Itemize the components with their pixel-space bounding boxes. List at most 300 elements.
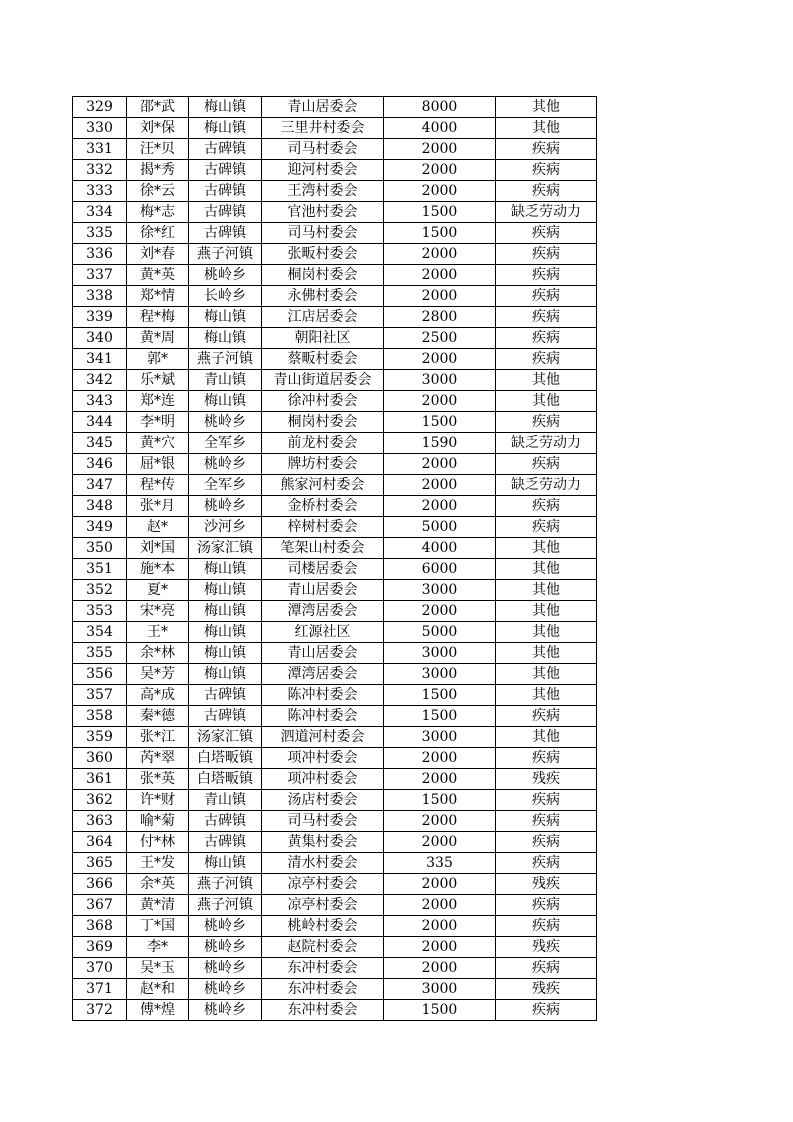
- table-row: [73, 118, 597, 139]
- record-number-cell: 343: [73, 391, 127, 412]
- record-number-cell: 361: [73, 769, 127, 790]
- table-row: [73, 1000, 597, 1021]
- reason-cell: 疾病: [496, 958, 597, 979]
- village-committee-cell: 桃岭村委会: [262, 916, 384, 937]
- table-row: [73, 265, 597, 286]
- amount-cell: 2000: [384, 811, 496, 832]
- reason-cell: 疾病: [496, 496, 597, 517]
- record-number-cell: 342: [73, 370, 127, 391]
- township-cell: 全军乡: [189, 475, 262, 496]
- village-committee-cell: 黄集村委会: [262, 832, 384, 853]
- person-name-cell: 傅*煌: [127, 1000, 189, 1021]
- record-number-cell: 369: [73, 937, 127, 958]
- township-cell: 桃岭乡: [189, 958, 262, 979]
- table-row: [73, 643, 597, 664]
- township-cell: 桃岭乡: [189, 454, 262, 475]
- township-cell: 燕子河镇: [189, 874, 262, 895]
- township-cell: 桃岭乡: [189, 979, 262, 1000]
- table-row: [73, 412, 597, 433]
- person-name-cell: 李*: [127, 937, 189, 958]
- amount-cell: 2000: [384, 265, 496, 286]
- person-name-cell: 吴*玉: [127, 958, 189, 979]
- amount-cell: 6000: [384, 559, 496, 580]
- table-row: [73, 223, 597, 244]
- table-row: [73, 790, 597, 811]
- reason-cell: 疾病: [496, 832, 597, 853]
- village-committee-cell: 项冲村委会: [262, 748, 384, 769]
- township-cell: 古碑镇: [189, 832, 262, 853]
- township-cell: 桃岭乡: [189, 412, 262, 433]
- person-name-cell: 许*财: [127, 790, 189, 811]
- table-row: [73, 181, 597, 202]
- amount-cell: 2000: [384, 958, 496, 979]
- table-row: [73, 580, 597, 601]
- village-committee-cell: 项冲村委会: [262, 769, 384, 790]
- amount-cell: 2000: [384, 181, 496, 202]
- person-name-cell: 丁*国: [127, 916, 189, 937]
- reason-cell: 其他: [496, 559, 597, 580]
- reason-cell: 疾病: [496, 181, 597, 202]
- record-number-cell: 353: [73, 601, 127, 622]
- amount-cell: 4000: [384, 118, 496, 139]
- reason-cell: 其他: [496, 622, 597, 643]
- township-cell: 桃岭乡: [189, 496, 262, 517]
- reason-cell: 疾病: [496, 895, 597, 916]
- reason-cell: 疾病: [496, 265, 597, 286]
- reason-cell: 疾病: [496, 853, 597, 874]
- reason-cell: 疾病: [496, 328, 597, 349]
- township-cell: 燕子河镇: [189, 349, 262, 370]
- table-row: [73, 370, 597, 391]
- village-committee-cell: 桐岗村委会: [262, 412, 384, 433]
- table-row: [73, 622, 597, 643]
- amount-cell: 2000: [384, 391, 496, 412]
- table-row: [73, 811, 597, 832]
- reason-cell: 其他: [496, 538, 597, 559]
- table-row: [73, 538, 597, 559]
- township-cell: 梅山镇: [189, 391, 262, 412]
- person-name-cell: 徐*红: [127, 223, 189, 244]
- record-number-cell: 344: [73, 412, 127, 433]
- village-committee-cell: 东冲村委会: [262, 1000, 384, 1021]
- table-row: [73, 454, 597, 475]
- record-number-cell: 358: [73, 706, 127, 727]
- person-name-cell: 黄*清: [127, 895, 189, 916]
- reason-cell: 疾病: [496, 916, 597, 937]
- reason-cell: 疾病: [496, 307, 597, 328]
- village-committee-cell: 永佛村委会: [262, 286, 384, 307]
- township-cell: 古碑镇: [189, 811, 262, 832]
- amount-cell: 2800: [384, 307, 496, 328]
- person-name-cell: 余*英: [127, 874, 189, 895]
- record-number-cell: 363: [73, 811, 127, 832]
- record-number-cell: 364: [73, 832, 127, 853]
- village-committee-cell: 笔架山村委会: [262, 538, 384, 559]
- village-committee-cell: 凉亭村委会: [262, 895, 384, 916]
- village-committee-cell: 青山街道居委会: [262, 370, 384, 391]
- reason-cell: 疾病: [496, 139, 597, 160]
- person-name-cell: 高*成: [127, 685, 189, 706]
- township-cell: 梅山镇: [189, 853, 262, 874]
- person-name-cell: 刘*保: [127, 118, 189, 139]
- reason-cell: 疾病: [496, 244, 597, 265]
- record-number-cell: 341: [73, 349, 127, 370]
- table-row: [73, 349, 597, 370]
- village-committee-cell: 东冲村委会: [262, 958, 384, 979]
- record-number-cell: 349: [73, 517, 127, 538]
- village-committee-cell: 潭湾居委会: [262, 601, 384, 622]
- reason-cell: 其他: [496, 97, 597, 118]
- reason-cell: 其他: [496, 685, 597, 706]
- record-number-cell: 355: [73, 643, 127, 664]
- amount-cell: 2500: [384, 328, 496, 349]
- township-cell: 梅山镇: [189, 328, 262, 349]
- record-number-cell: 338: [73, 286, 127, 307]
- record-number-cell: 334: [73, 202, 127, 223]
- township-cell: 汤家汇镇: [189, 727, 262, 748]
- village-committee-cell: 梓树村委会: [262, 517, 384, 538]
- amount-cell: 1500: [384, 685, 496, 706]
- reason-cell: 残疾: [496, 937, 597, 958]
- record-number-cell: 347: [73, 475, 127, 496]
- amount-cell: 3000: [384, 580, 496, 601]
- record-number-cell: 370: [73, 958, 127, 979]
- amount-cell: 1500: [384, 706, 496, 727]
- reason-cell: 缺乏劳动力: [496, 202, 597, 223]
- village-committee-cell: 蔡畈村委会: [262, 349, 384, 370]
- person-name-cell: 李*明: [127, 412, 189, 433]
- village-committee-cell: 张畈村委会: [262, 244, 384, 265]
- village-committee-cell: 王湾村委会: [262, 181, 384, 202]
- amount-cell: 2000: [384, 601, 496, 622]
- township-cell: 梅山镇: [189, 643, 262, 664]
- record-number-cell: 332: [73, 160, 127, 181]
- reason-cell: 疾病: [496, 349, 597, 370]
- person-name-cell: 揭*秀: [127, 160, 189, 181]
- township-cell: 全军乡: [189, 433, 262, 454]
- reason-cell: 残疾: [496, 874, 597, 895]
- person-name-cell: 施*本: [127, 559, 189, 580]
- table-row: [73, 853, 597, 874]
- person-name-cell: 程*传: [127, 475, 189, 496]
- reason-cell: 疾病: [496, 706, 597, 727]
- amount-cell: 2000: [384, 748, 496, 769]
- amount-cell: 3000: [384, 979, 496, 1000]
- reason-cell: 疾病: [496, 412, 597, 433]
- amount-cell: 335: [384, 853, 496, 874]
- amount-cell: 1500: [384, 412, 496, 433]
- table-row: [73, 727, 597, 748]
- township-cell: 桃岭乡: [189, 937, 262, 958]
- township-cell: 梅山镇: [189, 97, 262, 118]
- village-committee-cell: 泗道河村委会: [262, 727, 384, 748]
- table-row: [73, 706, 597, 727]
- village-committee-cell: 江店居委会: [262, 307, 384, 328]
- records-table: [72, 96, 597, 1021]
- person-name-cell: 张*江: [127, 727, 189, 748]
- table-row: [73, 748, 597, 769]
- township-cell: 古碑镇: [189, 160, 262, 181]
- table-row: [73, 244, 597, 265]
- village-committee-cell: 陈冲村委会: [262, 685, 384, 706]
- record-number-cell: 335: [73, 223, 127, 244]
- table-row: [73, 937, 597, 958]
- reason-cell: 疾病: [496, 286, 597, 307]
- village-committee-cell: 司马村委会: [262, 811, 384, 832]
- reason-cell: 其他: [496, 391, 597, 412]
- reason-cell: 疾病: [496, 811, 597, 832]
- amount-cell: 2000: [384, 832, 496, 853]
- township-cell: 长岭乡: [189, 286, 262, 307]
- table-row: [73, 874, 597, 895]
- reason-cell: 残疾: [496, 769, 597, 790]
- person-name-cell: 刘*国: [127, 538, 189, 559]
- amount-cell: 4000: [384, 538, 496, 559]
- reason-cell: 疾病: [496, 454, 597, 475]
- record-number-cell: 372: [73, 1000, 127, 1021]
- records-body: [73, 97, 597, 1021]
- village-committee-cell: 东冲村委会: [262, 979, 384, 1000]
- table-row: [73, 202, 597, 223]
- amount-cell: 2000: [384, 874, 496, 895]
- reason-cell: 疾病: [496, 223, 597, 244]
- township-cell: 青山镇: [189, 370, 262, 391]
- record-number-cell: 329: [73, 97, 127, 118]
- reason-cell: 疾病: [496, 160, 597, 181]
- person-name-cell: 喻*菊: [127, 811, 189, 832]
- amount-cell: 3000: [384, 727, 496, 748]
- township-cell: 桃岭乡: [189, 265, 262, 286]
- township-cell: 古碑镇: [189, 685, 262, 706]
- village-committee-cell: 青山居委会: [262, 97, 384, 118]
- amount-cell: 2000: [384, 349, 496, 370]
- reason-cell: 其他: [496, 370, 597, 391]
- township-cell: 梅山镇: [189, 559, 262, 580]
- amount-cell: 1500: [384, 1000, 496, 1021]
- table-row: [73, 664, 597, 685]
- person-name-cell: 黄*周: [127, 328, 189, 349]
- table-row: [73, 160, 597, 181]
- village-committee-cell: 司马村委会: [262, 139, 384, 160]
- person-name-cell: 汪*贝: [127, 139, 189, 160]
- village-committee-cell: 司楼居委会: [262, 559, 384, 580]
- township-cell: 白塔畈镇: [189, 748, 262, 769]
- table-row: [73, 433, 597, 454]
- amount-cell: 2000: [384, 454, 496, 475]
- person-name-cell: 郑*连: [127, 391, 189, 412]
- township-cell: 古碑镇: [189, 223, 262, 244]
- table-row: [73, 139, 597, 160]
- village-committee-cell: 司马村委会: [262, 223, 384, 244]
- village-committee-cell: 朝阳社区: [262, 328, 384, 349]
- table-row: [73, 286, 597, 307]
- person-name-cell: 黄*穴: [127, 433, 189, 454]
- reason-cell: 疾病: [496, 517, 597, 538]
- amount-cell: 1500: [384, 202, 496, 223]
- reason-cell: 其他: [496, 580, 597, 601]
- village-committee-cell: 官池村委会: [262, 202, 384, 223]
- record-number-cell: 360: [73, 748, 127, 769]
- record-number-cell: 357: [73, 685, 127, 706]
- person-name-cell: 王*: [127, 622, 189, 643]
- record-number-cell: 367: [73, 895, 127, 916]
- table-row: [73, 307, 597, 328]
- amount-cell: 1500: [384, 223, 496, 244]
- person-name-cell: 郑*情: [127, 286, 189, 307]
- township-cell: 梅山镇: [189, 307, 262, 328]
- record-number-cell: 331: [73, 139, 127, 160]
- reason-cell: 其他: [496, 727, 597, 748]
- village-committee-cell: 迎河村委会: [262, 160, 384, 181]
- reason-cell: 其他: [496, 601, 597, 622]
- table-row: [73, 496, 597, 517]
- record-number-cell: 336: [73, 244, 127, 265]
- record-number-cell: 356: [73, 664, 127, 685]
- table-row: [73, 328, 597, 349]
- record-number-cell: 330: [73, 118, 127, 139]
- person-name-cell: 邵*武: [127, 97, 189, 118]
- person-name-cell: 刘*春: [127, 244, 189, 265]
- amount-cell: 2000: [384, 895, 496, 916]
- village-committee-cell: 陈冲村委会: [262, 706, 384, 727]
- reason-cell: 疾病: [496, 790, 597, 811]
- village-committee-cell: 潭湾居委会: [262, 664, 384, 685]
- village-committee-cell: 徐冲村委会: [262, 391, 384, 412]
- table-row: [73, 685, 597, 706]
- township-cell: 古碑镇: [189, 139, 262, 160]
- record-number-cell: 362: [73, 790, 127, 811]
- township-cell: 沙河乡: [189, 517, 262, 538]
- record-number-cell: 339: [73, 307, 127, 328]
- village-committee-cell: 三里井村委会: [262, 118, 384, 139]
- record-number-cell: 354: [73, 622, 127, 643]
- person-name-cell: 徐*云: [127, 181, 189, 202]
- amount-cell: 1500: [384, 790, 496, 811]
- village-committee-cell: 牌坊村委会: [262, 454, 384, 475]
- record-number-cell: 368: [73, 916, 127, 937]
- table-row: [73, 517, 597, 538]
- person-name-cell: 张*月: [127, 496, 189, 517]
- record-number-cell: 333: [73, 181, 127, 202]
- village-committee-cell: 熊家河村委会: [262, 475, 384, 496]
- village-committee-cell: 金桥村委会: [262, 496, 384, 517]
- village-committee-cell: 赵院村委会: [262, 937, 384, 958]
- reason-cell: 残疾: [496, 979, 597, 1000]
- village-committee-cell: 桐岗村委会: [262, 265, 384, 286]
- record-number-cell: 366: [73, 874, 127, 895]
- reason-cell: 疾病: [496, 748, 597, 769]
- village-committee-cell: 清水村委会: [262, 853, 384, 874]
- person-name-cell: 夏*: [127, 580, 189, 601]
- record-number-cell: 371: [73, 979, 127, 1000]
- table-row: [73, 769, 597, 790]
- person-name-cell: 乐*斌: [127, 370, 189, 391]
- person-name-cell: 芮*翠: [127, 748, 189, 769]
- person-name-cell: 宋*亮: [127, 601, 189, 622]
- township-cell: 梅山镇: [189, 580, 262, 601]
- person-name-cell: 黄*英: [127, 265, 189, 286]
- table-row: [73, 832, 597, 853]
- amount-cell: 8000: [384, 97, 496, 118]
- table-row: [73, 559, 597, 580]
- person-name-cell: 赵*: [127, 517, 189, 538]
- amount-cell: 3000: [384, 664, 496, 685]
- village-committee-cell: 汤店村委会: [262, 790, 384, 811]
- township-cell: 梅山镇: [189, 664, 262, 685]
- amount-cell: 2000: [384, 244, 496, 265]
- amount-cell: 1590: [384, 433, 496, 454]
- amount-cell: 2000: [384, 286, 496, 307]
- village-committee-cell: 青山居委会: [262, 580, 384, 601]
- person-name-cell: 程*梅: [127, 307, 189, 328]
- amount-cell: 3000: [384, 643, 496, 664]
- village-committee-cell: 凉亭村委会: [262, 874, 384, 895]
- amount-cell: 2000: [384, 475, 496, 496]
- township-cell: 古碑镇: [189, 181, 262, 202]
- table-row: [73, 601, 597, 622]
- table-row: [73, 916, 597, 937]
- table-row: [73, 895, 597, 916]
- record-number-cell: 350: [73, 538, 127, 559]
- table-row: [73, 958, 597, 979]
- record-number-cell: 348: [73, 496, 127, 517]
- amount-cell: 2000: [384, 916, 496, 937]
- township-cell: 青山镇: [189, 790, 262, 811]
- reason-cell: 其他: [496, 664, 597, 685]
- table-row: [73, 979, 597, 1000]
- township-cell: 古碑镇: [189, 202, 262, 223]
- reason-cell: 其他: [496, 118, 597, 139]
- record-number-cell: 346: [73, 454, 127, 475]
- township-cell: 汤家汇镇: [189, 538, 262, 559]
- record-number-cell: 365: [73, 853, 127, 874]
- person-name-cell: 王*发: [127, 853, 189, 874]
- reason-cell: 缺乏劳动力: [496, 475, 597, 496]
- township-cell: 燕子河镇: [189, 244, 262, 265]
- amount-cell: 2000: [384, 160, 496, 181]
- reason-cell: 缺乏劳动力: [496, 433, 597, 454]
- reason-cell: 疾病: [496, 1000, 597, 1021]
- township-cell: 桃岭乡: [189, 916, 262, 937]
- township-cell: 古碑镇: [189, 706, 262, 727]
- table-row: [73, 475, 597, 496]
- record-number-cell: 351: [73, 559, 127, 580]
- person-name-cell: 付*林: [127, 832, 189, 853]
- person-name-cell: 余*林: [127, 643, 189, 664]
- record-number-cell: 345: [73, 433, 127, 454]
- record-number-cell: 352: [73, 580, 127, 601]
- township-cell: 梅山镇: [189, 601, 262, 622]
- record-number-cell: 337: [73, 265, 127, 286]
- person-name-cell: 郭*: [127, 349, 189, 370]
- table-row: [73, 97, 597, 118]
- township-cell: 梅山镇: [189, 622, 262, 643]
- person-name-cell: 梅*志: [127, 202, 189, 223]
- village-committee-cell: 红源社区: [262, 622, 384, 643]
- amount-cell: 5000: [384, 622, 496, 643]
- township-cell: 白塔畈镇: [189, 769, 262, 790]
- person-name-cell: 赵*和: [127, 979, 189, 1000]
- amount-cell: 2000: [384, 139, 496, 160]
- person-name-cell: 吴*芳: [127, 664, 189, 685]
- amount-cell: 2000: [384, 937, 496, 958]
- village-committee-cell: 前龙村委会: [262, 433, 384, 454]
- person-name-cell: 屈*银: [127, 454, 189, 475]
- table-row: [73, 391, 597, 412]
- amount-cell: 5000: [384, 517, 496, 538]
- township-cell: 桃岭乡: [189, 1000, 262, 1021]
- person-name-cell: 张*英: [127, 769, 189, 790]
